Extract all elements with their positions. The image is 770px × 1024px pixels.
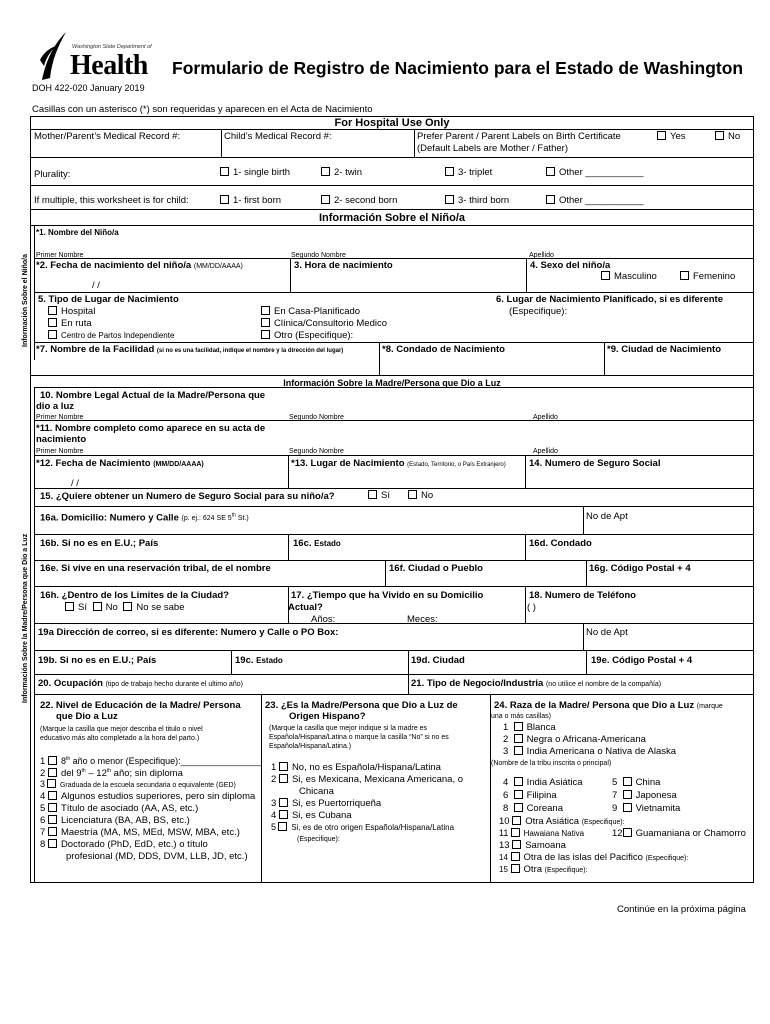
checkbox-icon[interactable] <box>445 195 454 204</box>
plurality-other-option[interactable] <box>546 167 644 178</box>
option-rest: – 12 <box>85 768 107 780</box>
option-label: Otra <box>523 864 543 875</box>
mother-dob-text: *12. Fecha de Nacimiento <box>36 458 151 469</box>
option-label: Otro (Especifique): <box>274 330 354 341</box>
checkbox-icon[interactable] <box>368 490 377 499</box>
checkbox-icon[interactable] <box>261 306 270 315</box>
education-title-1: 22. Nivel de Educación de la Madre/ Persona <box>40 700 241 711</box>
option-label: En ruta <box>61 318 92 329</box>
option-text: del 9 <box>60 768 82 780</box>
mother-middle-name-label: Segundo Nombre <box>289 414 344 421</box>
option-label: Maestría (MA, MS, MEd, MSW, MBA, etc.) <box>60 827 240 838</box>
option-label: Coreana <box>526 803 564 814</box>
checkbox-icon[interactable] <box>514 803 523 812</box>
checkbox-icon[interactable] <box>680 271 689 280</box>
race-option-13[interactable]: 13 Samoana <box>499 840 566 851</box>
option-label: No se sabe <box>136 602 185 613</box>
address-example <box>182 515 249 522</box>
checkbox-icon[interactable] <box>623 803 632 812</box>
option-sup: th <box>81 768 86 774</box>
option-label: Hospital <box>61 306 96 317</box>
checkbox-icon[interactable] <box>546 167 555 176</box>
address-text: 16a. Domicilio: Numero y Calle <box>40 512 179 524</box>
option-sup: th <box>65 756 71 762</box>
birth-order-other-option[interactable] <box>546 195 644 206</box>
county-label: 16d. Condado <box>529 538 592 549</box>
occupation-text: 20. Ocupación <box>38 678 103 689</box>
education-option-6[interactable] <box>40 815 190 826</box>
hispanic-title-2: Origen Hispano? <box>289 711 366 722</box>
industry-label <box>411 678 661 690</box>
race-title-text: 24. Raza de la Madre/ Persona que Dio a Luz <box>494 700 695 711</box>
checkbox-icon[interactable] <box>65 602 74 611</box>
education-option-8[interactable] <box>40 839 208 850</box>
option-text: 8 <box>60 756 66 766</box>
home-planned-option[interactable] <box>261 306 360 317</box>
triplet-option[interactable] <box>445 167 492 178</box>
option-label: No <box>105 602 118 613</box>
hispanic-option-3[interactable] <box>271 798 381 809</box>
mother-record-label: Mother/Parent’s Medical Record #: <box>34 131 181 142</box>
option-label: Femenino <box>693 271 736 282</box>
race-option-12[interactable]: 12 Guamaniana or Chamorro <box>612 828 746 839</box>
twin-option[interactable] <box>321 167 362 178</box>
address-example-sup: th <box>231 513 236 519</box>
agency-small-text: Washington State Department of <box>72 44 152 50</box>
checkbox-icon[interactable] <box>408 490 417 499</box>
planned-place-label: 6. Lugar de Nacimiento Planificado, si es diferente <box>496 294 724 305</box>
city-label: 16f. Ciudad o Pueblo <box>389 563 483 574</box>
race-option-14[interactable]: 14 Otra de las islas del Pacifico (Especifique): <box>499 852 689 863</box>
hispanic-specify: (Especifique): <box>297 836 340 843</box>
option-sup2: th <box>106 768 112 774</box>
checkbox-icon[interactable] <box>279 810 288 819</box>
hispanic-option-5[interactable] <box>271 822 454 833</box>
checkbox-icon[interactable] <box>48 330 57 339</box>
checkbox-icon[interactable] <box>48 791 57 800</box>
facility-label <box>36 344 343 357</box>
option-label: 2- second born <box>334 195 398 206</box>
checkbox-icon[interactable] <box>321 195 330 204</box>
option-label: Graduada de la escuela secundaria o equivalente (GED) <box>59 782 236 789</box>
male-option[interactable] <box>601 271 657 282</box>
option-label: China <box>635 777 661 788</box>
option-label: Guamaniana or Chamorro <box>635 828 746 839</box>
checkbox-icon[interactable] <box>623 777 632 786</box>
mail-address-label: 19a Dirección de correo, si es diferente: Numero y Calle o PO Box: <box>38 627 339 638</box>
full-name-label-1: *11. Nombre completo como aparece en su acta de <box>36 423 266 434</box>
mother-birthplace-note: (Estado, Territorio, o País Extranjero) <box>407 462 506 468</box>
hospital-heading: For Hospital Use Only <box>334 117 450 129</box>
city-limits-label: 16h. ¿Dentro de los Limites de la Ciudad? <box>40 590 229 601</box>
phone-label: 18. Numero de Teléfono <box>529 590 636 601</box>
time-at-address-label-1: 17. ¿Tiempo que ha Vivido en su Domicilio <box>291 590 484 601</box>
race-option-2[interactable]: 2 Negra o Africana-Americana <box>503 734 646 745</box>
mother-side-label: Información Sobre la Madre/Persona que Dio a Luz <box>22 533 29 703</box>
option-label: No <box>728 131 741 142</box>
reservation-label: 16e. Si vive en una reservación tribal, de el nombre <box>40 563 271 574</box>
mother-dob-input[interactable]: / / <box>71 478 79 489</box>
birth-center-option[interactable] <box>48 330 174 341</box>
phone-input[interactable]: ( ) <box>527 602 536 613</box>
option-label: Yes <box>670 131 686 142</box>
checkbox-icon[interactable] <box>623 828 632 837</box>
option-label: Blanca <box>526 722 556 733</box>
prefer-no-option[interactable] <box>715 131 740 142</box>
state-text: Estado <box>314 539 341 548</box>
child-dob-text: *2. Fecha de nacimiento del niño/a <box>36 260 192 271</box>
want-ssn-yes-option[interactable] <box>368 490 390 501</box>
race-note: una o más casillas) <box>491 713 551 720</box>
checkbox-icon[interactable] <box>546 195 555 204</box>
required-note: Casillas con un asterisco (*) son requeridas y aparecen en el Acta de Nacimiento <box>32 104 373 115</box>
checkbox-icon[interactable] <box>261 330 270 339</box>
checkbox-icon[interactable] <box>48 827 57 836</box>
option-label: Título de asociado (AA, AS, etc.) <box>60 803 199 814</box>
race-option-1[interactable]: 1 Blanca <box>503 722 556 733</box>
option-label: Masculino <box>614 271 657 282</box>
checkbox-icon[interactable] <box>512 840 521 849</box>
facility-note: (si no es una facilidad, indique el nombre y la dirección del lugar) <box>156 348 344 354</box>
option-label: Licenciatura (BA, AB, BS, etc.) <box>60 815 190 826</box>
option-label: Other ___________ <box>559 167 644 178</box>
prefer-yes-option[interactable] <box>657 131 686 142</box>
apt-label: No de Apt <box>586 511 628 522</box>
mail-country-label: 19b. Si no es en E.U.; País <box>38 655 157 666</box>
option-label: Japonesa <box>635 790 677 801</box>
checkbox-icon[interactable] <box>48 803 57 812</box>
form-number: DOH 422-020 January 2019 <box>32 83 145 93</box>
option-label: Otra Asiática <box>525 816 580 827</box>
health-logo <box>36 30 166 82</box>
full-name-label-2: nacimiento <box>36 434 87 445</box>
checkbox-icon[interactable] <box>220 195 229 204</box>
option-label: Si, es de otro origen Española/Hispana/Latina <box>291 823 455 832</box>
mail-state-num: 19c. <box>235 655 254 666</box>
want-ssn-label: 15. ¿Quiere obtener un Numero de Seguro Social para su niño/a? <box>40 491 335 502</box>
option-rest: año o menor (Especifique):________________ <box>70 756 261 766</box>
checkbox-icon[interactable] <box>261 318 270 327</box>
option-label: 1- first born <box>233 195 282 206</box>
industry-text: 21. Tipo de Negocio/Industria <box>411 678 544 689</box>
checkbox-icon[interactable] <box>514 734 523 743</box>
tribe-note: (Nombre de la tribu inscrita o principal) <box>491 760 612 767</box>
option-label: Si, es Cubana <box>291 810 352 821</box>
checkbox-icon[interactable] <box>511 864 520 873</box>
checkbox-icon[interactable] <box>715 131 724 140</box>
years-label: Años: <box>311 614 336 625</box>
checkbox-icon[interactable] <box>48 768 57 777</box>
checkbox-icon[interactable] <box>514 746 523 755</box>
hispanic-title-1: 23. ¿Es la Madre/Persona que Dio a Luz de <box>265 700 458 711</box>
option-label: Filipina <box>526 790 557 801</box>
option-label: Clínica/Consultorio Medico <box>274 318 387 329</box>
mother-first-name-label: Primer Nombre <box>36 414 84 421</box>
prefer-labels-text: Prefer Parent / Parent Labels on Birth Certificate <box>417 131 621 142</box>
planned-place-specify: (Especifique): <box>509 306 568 317</box>
hispanic-instr-2: Española/Hispana/Latina o marque la casilla “No” si no es <box>269 734 449 741</box>
clinic-option[interactable] <box>261 318 387 329</box>
option-label <box>61 768 183 779</box>
option-label: Negra o Africana-Americana <box>526 734 646 745</box>
hispanic-instr-1: (Marque la casilla que mejor indique si la madre es <box>269 725 427 732</box>
race-option-15[interactable]: 15 Otra (Especifique): <box>499 864 588 875</box>
mother-birthplace-text: *13. Lugar de Nacimiento <box>291 458 405 469</box>
child-last-name-label: Apellido <box>529 252 554 259</box>
checkbox-icon[interactable] <box>48 815 57 824</box>
option-label: Sí <box>78 602 87 613</box>
state-num: 16c. <box>293 538 312 549</box>
industry-note: (no utilice el nombre de la compañía) <box>545 681 662 688</box>
birth-first-name-label: Primer Nombre <box>36 448 84 455</box>
birth-county-label: *8. Condado de Nacimiento <box>382 344 505 355</box>
option-rest2: año; sin diploma <box>111 768 183 780</box>
address-example-text: (p. ej.: 624 SE 5 <box>181 515 232 523</box>
legal-name-label-1: 10. Nombre Legal Actual de la Madre/Persona que <box>40 390 266 401</box>
option-number: 6 <box>40 815 46 826</box>
option-label: Sí <box>381 490 390 501</box>
birth-middle-name-label: Segundo Nombre <box>289 448 344 455</box>
option-number: 2 <box>40 768 46 780</box>
education-option-3[interactable] <box>40 779 236 791</box>
race-option-10[interactable]: 10 Otra Asiática (Especifique): <box>499 816 625 827</box>
plurality-label: Plurality: <box>34 169 71 180</box>
checkbox-icon[interactable] <box>48 756 57 765</box>
place-other-option[interactable] <box>261 330 353 341</box>
race-option-8[interactable]: 8 Coreana <box>503 803 564 814</box>
checkbox-icon[interactable] <box>279 762 288 771</box>
option-note: (Especifique): <box>581 819 625 826</box>
child-sex-label: 4. Sexo del niño/a <box>530 260 611 271</box>
mail-zip-label: 19e. Código Postal + 4 <box>591 655 693 666</box>
option-number: 5 <box>40 803 46 814</box>
option-label <box>61 756 261 766</box>
education-option-2[interactable] <box>40 766 183 779</box>
option-number: 8 <box>40 839 46 850</box>
checkbox-icon[interactable] <box>511 828 520 837</box>
education-option-8-cont: profesional (MD, DDS, DVM, LLB, JD, etc.) <box>66 851 248 862</box>
option-label: India Americana o Nativa de Alaska <box>526 746 677 757</box>
checkbox-icon[interactable] <box>657 131 666 140</box>
state-label <box>293 538 341 549</box>
race-option-6[interactable]: 6 Filipina <box>503 790 557 801</box>
months-label: Meces: <box>407 614 438 625</box>
option-number: 1 <box>40 756 46 767</box>
option-label: No, no es Española/Hispana/Latina <box>291 762 441 773</box>
checkbox-icon[interactable] <box>48 318 57 327</box>
option-number: 4 <box>271 810 277 821</box>
birth-time-label: 3. Hora de nacimiento <box>294 260 393 271</box>
option-label: Otra de las islas del Pacifico <box>523 852 643 863</box>
option-number: 3 <box>271 798 277 809</box>
race-option-9[interactable]: 9 Vietnamita <box>612 803 681 814</box>
mail-apt-label: No de Apt <box>586 627 628 638</box>
option-label: 3- third born <box>458 195 510 206</box>
option-number: 5 <box>271 822 277 832</box>
checkbox-icon[interactable] <box>514 722 523 731</box>
option-label: Si, es Mexicana, Mexicana Americana, o <box>291 774 464 785</box>
female-option[interactable] <box>680 271 735 282</box>
race-option-5[interactable]: 5 China <box>612 777 661 788</box>
hospital-option[interactable] <box>48 306 95 317</box>
hispanic-option-4[interactable] <box>271 810 352 821</box>
hispanic-option-1[interactable] <box>271 762 441 773</box>
option-number: 1 <box>271 762 277 773</box>
option-label: Centro de Partos Independiente <box>61 331 175 340</box>
hispanic-option-2[interactable] <box>271 774 463 785</box>
city-limits-options <box>65 602 184 613</box>
hispanic-chicana: Chicana <box>299 786 334 797</box>
child-record-label: Child’s Medical Record #: <box>224 131 332 142</box>
option-label: Hawaiana Nativa <box>523 829 585 838</box>
child-middle-name-label: Segundo Nombre <box>291 252 346 259</box>
option-label: Algunos estudios superiores, pero sin diploma <box>60 791 256 802</box>
mother-dob-format: (MM/DD/AAAA) <box>153 461 204 468</box>
mother-dob-label <box>36 458 204 470</box>
checkbox-icon[interactable] <box>623 790 632 799</box>
birth-city-label: *9. Ciudad de Nacimiento <box>607 344 722 355</box>
option-note: (Especifique): <box>544 867 588 874</box>
want-ssn-no-option[interactable] <box>408 490 433 501</box>
birth-last-name-label: Apellido <box>533 448 558 455</box>
child-name-label: *1. Nombre del Niño/a <box>36 228 119 237</box>
birth-registration-form <box>22 116 754 883</box>
child-dob-input[interactable]: / / <box>92 280 100 291</box>
mother-last-name-label: Apellido <box>533 414 558 421</box>
option-number: 2 <box>271 774 277 785</box>
race-option-11[interactable]: 11 Hawaiana Nativa <box>499 828 585 838</box>
child-first-name-label: Primer Nombre <box>36 252 84 259</box>
zip-label: 16g. Código Postal + 4 <box>589 563 691 574</box>
checkbox-icon[interactable] <box>511 852 520 861</box>
continue-note: Continúe en la próxima página <box>617 904 746 915</box>
checkbox-icon[interactable] <box>93 602 102 611</box>
mother-heading: Información Sobre la Madre/Persona que Dio a Luz <box>283 378 501 388</box>
checkbox-icon[interactable] <box>48 306 57 315</box>
third-born-option[interactable] <box>445 195 509 206</box>
form-title: Formulario de Registro de Nacimiento para el Estado de Washington <box>172 58 744 78</box>
checkbox-icon[interactable] <box>514 790 523 799</box>
checkbox-icon[interactable] <box>514 777 523 786</box>
education-instr-1: (Marque la casilla que mejor describa el titulo o nivel <box>40 726 203 733</box>
option-note: (Especifique): <box>645 855 689 862</box>
checkbox-icon[interactable] <box>279 774 288 783</box>
checkbox-icon[interactable] <box>445 167 454 176</box>
race-title-note: (marque <box>696 703 723 710</box>
option-label: 3- triplet <box>458 167 493 178</box>
option-number: 4 <box>40 791 46 802</box>
multiple-label: If multiple, this worksheet is for child: <box>34 195 189 206</box>
facility-text: *7. Nombre de la Facilidad <box>36 344 155 355</box>
mail-state-label <box>235 655 283 666</box>
first-born-option[interactable] <box>220 195 281 206</box>
occupation-label <box>38 678 243 690</box>
checkbox-icon[interactable] <box>123 602 132 611</box>
mail-city-label: 19d. Ciudad <box>411 655 465 666</box>
education-option-7[interactable] <box>40 827 240 838</box>
mail-state-text: Estado <box>256 656 283 665</box>
education-option-5[interactable] <box>40 803 198 814</box>
legal-name-label-2: dio a luz <box>36 401 74 412</box>
checkbox-icon[interactable] <box>512 816 521 825</box>
second-born-option[interactable] <box>321 195 397 206</box>
option-label: Vietnamita <box>635 803 681 814</box>
option-number: 7 <box>40 827 46 838</box>
checkbox-icon[interactable] <box>321 167 330 176</box>
child-dob-format: (MM/DD/AAAA) <box>193 263 243 270</box>
race-option-4[interactable]: 4 India Asiática <box>503 777 583 788</box>
country-label: 16b. Si no es en E.U.; País <box>40 538 159 549</box>
race-option-7[interactable]: 7 Japonesa <box>612 790 677 801</box>
option-label: No <box>421 490 434 501</box>
checkbox-icon[interactable] <box>278 822 287 831</box>
education-title-2: que Dio a Luz <box>56 711 118 722</box>
checkbox-icon[interactable] <box>279 798 288 807</box>
mother-birthplace-label <box>291 458 506 471</box>
education-instr-2: educativo más alto completado a la hora del parto.) <box>40 735 200 742</box>
hispanic-instr-3: Española/Hispana/Latina.) <box>269 743 352 750</box>
checkbox-icon[interactable] <box>47 779 56 788</box>
address-label <box>40 511 249 524</box>
checkbox-icon[interactable] <box>48 839 57 848</box>
option-label: En Casa-Planificado <box>274 306 361 317</box>
child-side-label: Información Sobre el Niño/a <box>22 254 29 347</box>
education-option-4[interactable] <box>40 791 255 802</box>
address-example-end: St.) <box>235 515 249 523</box>
race-option-3[interactable]: 3 India Americana o Nativa de Alaska <box>503 746 677 757</box>
time-at-address-label-2: Actual? <box>288 602 323 613</box>
option-label: Doctorado (PhD, EdD, etc.) o título <box>60 839 208 850</box>
option-label: Samoana <box>525 840 566 851</box>
occupation-note: (tipo de trabajo hecho durante el ultimo año) <box>105 681 243 688</box>
checkbox-icon[interactable] <box>220 167 229 176</box>
single-birth-option[interactable] <box>220 167 290 178</box>
option-label: 1- single birth <box>233 167 291 178</box>
child-dob-label <box>36 260 243 272</box>
option-label: Other ___________ <box>559 195 644 206</box>
child-heading: Información Sobre el Niño/a <box>318 212 466 224</box>
option-number: 3 <box>40 779 46 789</box>
option-label: 2- twin <box>334 167 362 178</box>
checkbox-icon[interactable] <box>601 271 610 280</box>
option-label: India Asiática <box>526 777 583 788</box>
default-labels-text: (Default Labels are Mother / Father) <box>417 143 569 154</box>
en-route-option[interactable] <box>48 318 92 329</box>
place-type-label: 5. Tipo de Lugar de Nacimiento <box>38 294 179 305</box>
agency-name: Health <box>70 50 148 81</box>
leaf-logo-icon <box>36 30 70 82</box>
option-label: Si, es Puertorriqueña <box>291 798 382 809</box>
ssn-label: 14. Numero de Seguro Social <box>529 458 661 469</box>
